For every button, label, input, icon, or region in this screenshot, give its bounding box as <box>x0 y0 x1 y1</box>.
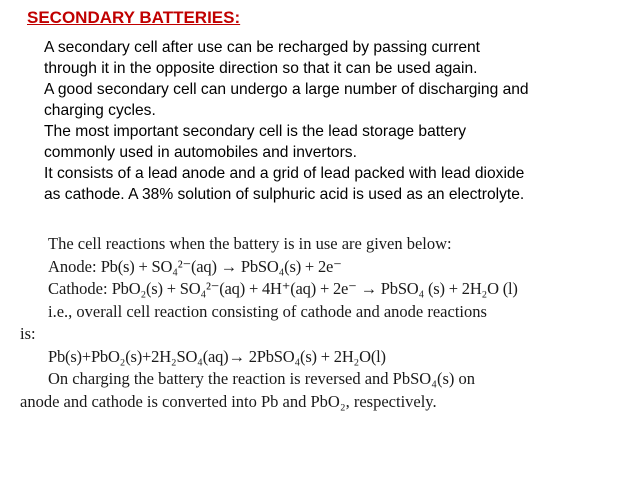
reactions-block <box>20 233 630 413</box>
intro-line: through it in the opposite direction so that it can be used again. <box>44 60 478 77</box>
overall-intro-cont: is: <box>20 324 36 343</box>
intro-line: A good secondary cell can undergo a large number of discharging and <box>44 81 529 98</box>
anode-reaction <box>20 256 630 279</box>
intro-line: A secondary cell after use can be recharged by passing current <box>44 39 481 56</box>
overall-intro: i.e., overall cell reaction consisting of cathode and anode reactions <box>48 301 487 321</box>
cathode-label: Cathode: <box>48 279 108 298</box>
overall-equation: Pb(s)+PbO₂(s)+2H₂SO₄(aq)→ 2PbSO₄(s) + 2H₂O(l) <box>48 346 386 366</box>
reactions-heading: The cell reactions when the battery is in use are given below: <box>48 234 452 253</box>
charging-text: On charging the battery the reaction is reversed and PbSO₄(s) on <box>48 369 475 388</box>
anode-label: Anode: <box>48 256 97 276</box>
intro-line: commonly used in automobiles and invertors. <box>44 144 357 161</box>
intro-line: charging cycles. <box>44 102 156 119</box>
intro-line: It consists of a lead anode and a grid of lead packed with lead dioxide <box>44 165 525 182</box>
intro-line: The most important secondary cell is the lead storage battery <box>44 123 467 140</box>
cathode-equation: PbO₂(s) + SO₄²⁻(aq) + 4H⁺(aq) + 2e⁻ → PbSO₄ (s) + 2H₂O (l) <box>111 279 518 298</box>
intro-line: as cathode. A 38% solution of sulphuric acid is used as an electrolyte. <box>44 186 525 203</box>
intro-paragraph <box>44 37 629 205</box>
charging-text-cont: anode and cathode is converted into Pb and PbO₂, respectively. <box>20 391 437 411</box>
cathode-reaction <box>20 278 630 301</box>
section-title: SECONDARY BATTERIES: <box>27 8 241 27</box>
anode-equation: Pb(s) + SO₄²⁻(aq) → PbSO₄(s) + 2e⁻ <box>100 256 342 276</box>
